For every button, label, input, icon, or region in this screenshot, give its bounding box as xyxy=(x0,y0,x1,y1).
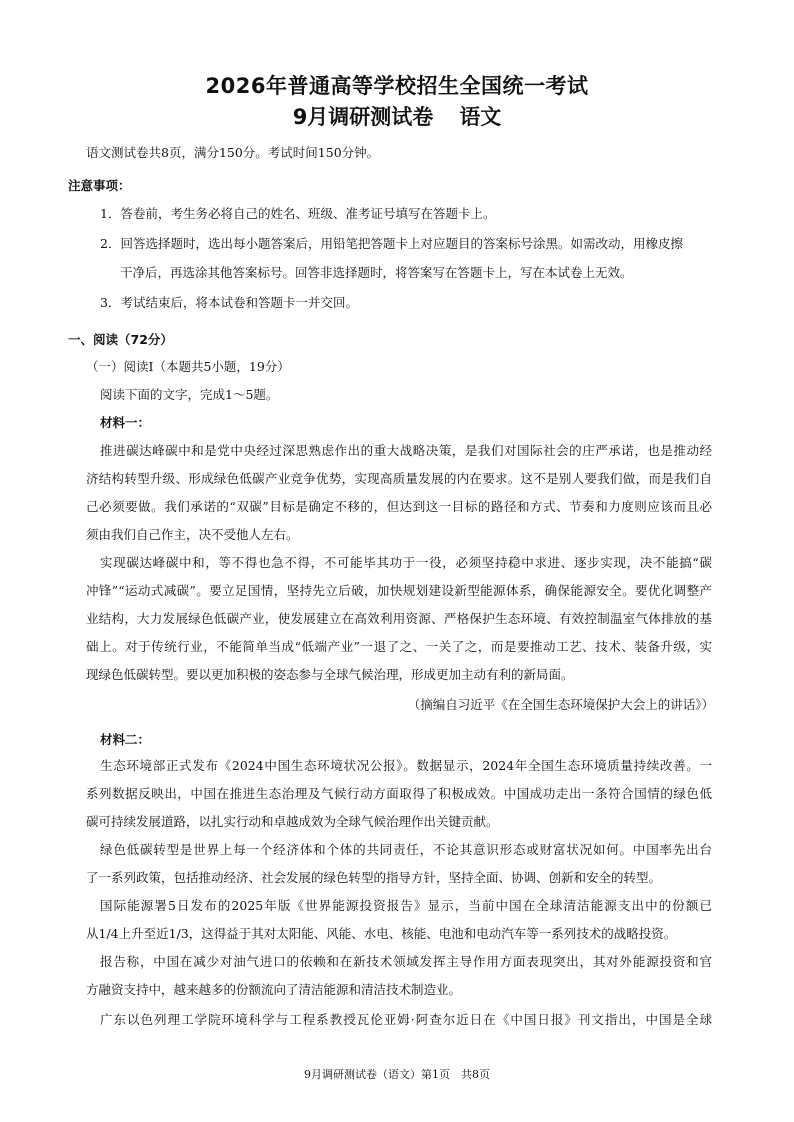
material-2-p2-line: 绿色低碳转型是世界上每一个经济体和个体的共同责任，不论其意识形态或财富状况如何。中国率先出台 xyxy=(100,842,712,857)
material-2-p1-line: 生态环境部正式发布《2024中国生态环境状况公报》。数据显示，2024年全国生态环境质量持续改善。一 xyxy=(100,758,712,773)
material-1-source: （摘编自习近平《在全国生态环境保护大会上的讲话》） xyxy=(407,697,714,712)
material-2-p4-line: 报告称，中国在减少对油气进口的依赖和在新技术领域发挥主导作用方面表现突出，其对外能源投资和官 xyxy=(100,954,712,969)
exam-title: 2026年普通高等学校招生全国统一考试 xyxy=(205,74,589,98)
material-2-p3-line: 国际能源署5日发布的2025年版《世界能源投资报告》显示，当前中国在全球清洁能源支出中的份额已 xyxy=(100,898,712,913)
material-1-p1-line: 须由我们自己作主，决不受他人左右。 xyxy=(86,527,299,542)
material-1-p2-line: 实现碳达峰碳中和，等不得也急不得，不可能毕其功于一役，必须坚持稳中求进、逐步实现，决不能搞“碳 xyxy=(100,555,712,570)
notice-item-1: 1．答卷前，考生务必将自己的姓名、班级、准考证号填写在答题卡上。 xyxy=(100,206,496,221)
material-1-p2-line: 础上。对于传统行业，不能简单当成“低端产业”一退了之、一关了之，而是要推动工艺、技术、装备升级，实 xyxy=(86,639,712,654)
material-2-p1-line: 碳可持续发展道路，以扎实行动和卓越成效为全球气候治理作出关键贡献。 xyxy=(86,814,499,829)
material-2-p2-line: 了一系列政策，包括推动经济、社会发展的绿色转型的指导方针，坚持全面、协调、创新和安全的转型。 xyxy=(86,870,662,885)
material-1-label: 材料一： xyxy=(100,415,151,430)
material-1-p2-line: 冲锋”“运动式减碳”。要立足国情，坚持先立后破，加快规划建设新型能源体系，确保能源安全。要优化调整产 xyxy=(86,583,712,598)
exam-subtitle-paper: 9月调研测试卷 xyxy=(292,105,434,129)
notice-item-2: 2．回答选择题时，选出每小题答案后，用铅笔把答题卡上对应题目的答案标号涂黑。如需改动，用橡皮擦 xyxy=(100,236,683,251)
intro-text: 语文测试卷共8页，满分150分。考试时间150分钟。 xyxy=(86,145,380,160)
material-1-p2-line: 现绿色低碳转型。要以更加积极的姿态参与全球气候治理，形成更加主动有利的新局面。 xyxy=(86,667,574,682)
page-footer: 9月调研测试卷（语文）第1页 共8页 xyxy=(304,1068,490,1081)
material-2-p5-line: 广东以色列理工学院环境科学与工程系教授瓦伦亚姆·阿查尔近日在《中国日报》刊文指出，中国是全球 xyxy=(100,1012,712,1027)
material-2-label: 材料二： xyxy=(100,732,151,747)
material-1-p1-line: 己必须要做。我们承诺的“双碳”目标是确定不移的，但达到这一目标的路径和方式、节奏和力度则应该而且必 xyxy=(86,499,712,514)
material-2-p3-line: 从1/4上升至近1/3，这得益于其对太阳能、风能、水电、核能、电池和电动汽车等一系列技术的战略投资。 xyxy=(86,926,677,941)
material-1-p1-line: 推进碳达峰碳中和是党中央经过深思熟虑作出的重大战略决策，是我们对国际社会的庄严承诺，也是推动经 xyxy=(100,443,712,458)
material-2-p1-line: 系列数据反映出，中国在推进生态治理及气候行动方面取得了积极成效。中国成功走出一条符合国情的绿色低 xyxy=(86,786,712,801)
notice-item-2-cont: 干净后，再选涂其他答案标号。回答非选择题时，将答案写在答题卡上，写在本试卷上无效。 xyxy=(120,265,633,280)
notice-item-3: 3．考试结束后，将本试卷和答题卡一并交回。 xyxy=(100,295,358,310)
material-1-p2-line: 业结构，大力发展绿色低碳产业，使发展建立在高效利用资源、严格保护生态环境、有效控制温室气体排放的基 xyxy=(86,611,712,626)
exam-subtitle-subject: 语文 xyxy=(459,105,502,129)
notice-heading: 注意事项： xyxy=(68,178,131,193)
material-2-p4-line: 方融资支持中，越来越多的份额流向了清洁能源和清洁技术制造业。 xyxy=(86,982,462,997)
material-1-p1-line: 济结构转型升级、形成绿色低碳产业竞争优势，实现高质量发展的内在要求。这不是别人要我们做，而是我们自 xyxy=(86,471,712,486)
exam-subtitle xyxy=(0,101,794,131)
sub-section-heading: （一）阅读Ⅰ（本题共5小题，19分） xyxy=(86,359,290,374)
reading-instruction: 阅读下面的文字，完成1～5题。 xyxy=(100,387,279,402)
section-heading: 一、阅读（72分） xyxy=(68,332,173,347)
